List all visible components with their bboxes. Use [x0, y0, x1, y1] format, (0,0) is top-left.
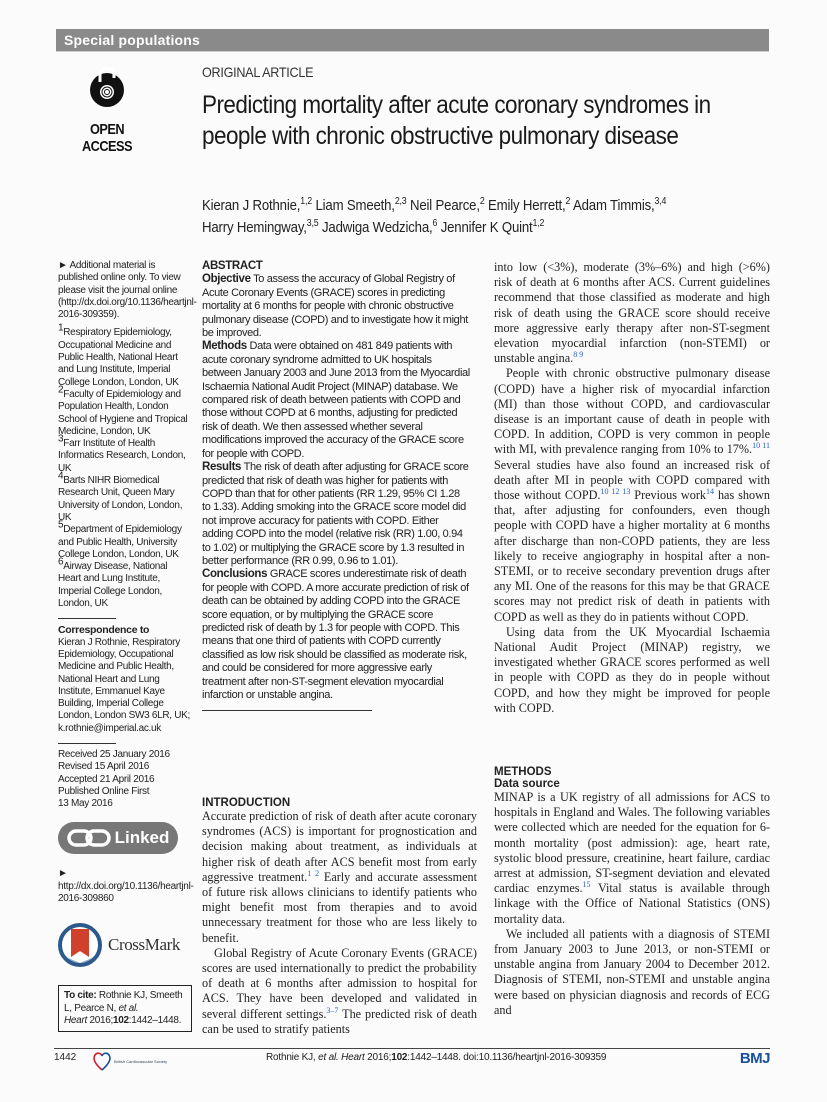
received-date: Received 25 January 2016	[58, 748, 170, 760]
author[interactable]: Kieran J Rothnie,$^{1,2}$	[202, 196, 312, 214]
bmj-logo: BMJ	[739, 1050, 770, 1067]
society-logo	[92, 1050, 167, 1072]
body-column-right	[494, 260, 770, 716]
paragraph: Global Registry of Acute Coronary Events (GRACE) scores are used internationally to predict the probability of death at 6 months after admission to hospital for ACS. They have been developed and validated in several different settings.$^{3-7}$ The predicted risk of death can be used to stratify patients	[202, 945, 477, 1036]
paragraph: Using data from the UK Myocardial Ischaemia National Audit Project (MINAP) registry, we investigated whether GRACE scores performed as well in people with COPD as they do in people without COPD, and how they might be improved for people with COPD.	[494, 624, 770, 715]
reference-link[interactable]: 8 9	[573, 350, 584, 360]
page-footer	[54, 1052, 770, 1078]
reference-link[interactable]: 1 2	[307, 868, 320, 878]
affiliation: $^5$Department of Epidemiology and Public Health, University College London, London, UK	[58, 519, 182, 560]
published-label: Published Online First	[58, 785, 150, 797]
affiliation: $^1$Respiratory Epidemiology, Occupational Medicine and Public Health, National Heart and Lung Institute, Imperial College London, London, UK	[58, 323, 179, 388]
article-dates	[58, 749, 190, 810]
additional-material-link[interactable]: ► Additional material is published online only. To view please visit the journal online (http://dx.doi.org/10.1136/heartjnl-2016-309359).	[58, 260, 197, 321]
linked-doi-link[interactable]: ► http://dx.doi.org/10.1136/heartjnl-2016-309860	[58, 868, 194, 905]
footer-citation: Rothnie KJ, et al. Heart 2016;102:1442–1448. doi:10.1136/heartjnl-2016-309359	[266, 1052, 607, 1063]
author[interactable]: Adam Timmis,$^{3,4}$	[573, 196, 667, 214]
divider	[202, 710, 372, 711]
paragraph: Accurate prediction of risk of death after acute coronary syndromes (ACS) is important for prognostication and decision making about treatment, as individuals at higher risk of death after ACS benefit most from early aggressive treatment.$^{1 2}$ Early and accurate assessment of future risk allows clinicians to identify patients who might benefit most from therapies and to avoid unnecessary treatment for those who are less likely to benefit.	[202, 809, 478, 945]
methods-heading: METHODS	[494, 766, 552, 778]
chain-link-icon	[67, 828, 111, 848]
article-type: ORIGINAL ARTICLE	[202, 64, 314, 80]
sidebar	[58, 260, 197, 1032]
linked-badge[interactable]	[58, 822, 178, 854]
introduction-heading: INTRODUCTION	[202, 797, 291, 809]
abstract-heading: ABSTRACT	[202, 260, 263, 272]
divider	[58, 743, 116, 744]
divider	[58, 618, 116, 619]
introduction-section	[202, 797, 477, 1037]
correspondence-text: Kieran J Rothnie, Respiratory Epidemiology, Occupational Medicine and Public Health, National Heart and Lung Institute, Emmanuel Kaye Building, Imperial College London, London SW3 6LR, UK; k.rothnie@imperial.ac.uk	[58, 636, 190, 734]
crossmark-label: CrossMark	[108, 935, 180, 955]
open-access-badge	[62, 66, 152, 155]
linked-label: Linked	[114, 828, 170, 848]
society-name: British Cardiovascular Society	[114, 1058, 168, 1064]
correspondence-heading: Correspondence to	[58, 624, 150, 637]
accepted-date: Accepted 21 April 2016	[58, 773, 155, 785]
abstract-results: Results The risk of death after adjusting for GRACE score predicted that risk of death was higher for patients with COPD than that for other patients (RR 1.29, 95% CI 1.28 to 1.33). Adding smoking into the GRACE score model did not improve accuracy for patients with COPD. Either adding COPD into the model (relative risk (RR) 1.00, 0.94 to 1.02) or multiplying the GRACE score by 1.3 resulted in better performance (RR 0.99, 0.96 to 1.01).	[202, 461, 469, 567]
crossmark-icon	[58, 923, 102, 967]
paragraph: into low (<3%), moderate (3%–6%) and high (>6%) risk of death at 6 months after ACS. Current guidelines recommend that those classified as moderate and high risk of death using the GRACE score should receive more aggressive early therapy after non-ST-segment elevation myocardial infarction (non-STEMI) or unstable angina.$^{8 9}$	[494, 260, 770, 366]
methods-section	[494, 766, 770, 1018]
author-list	[202, 195, 765, 239]
abstract-conclusions: Conclusions GRACE scores underestimate risk of death for people with COPD. A more accurate prediction of risk of death can be obtained by adding COPD into the GRACE score equation, or by multiplying the GRACE score predicted risk of death by 1.3 for people with COPD. This means that one third of patients with COPD currently classified as low risk should be classified as moderate risk, and could be considered for more aggressive early treatment after non-ST-segment elevation myocardial infarction or unstable angina.	[202, 568, 469, 701]
author[interactable]: Liam Smeeth,$^{2,3}$	[315, 196, 407, 214]
paragraph: We included all patients with a diagnosis of STEMI from January 2003 to June 2013, or non-STEMI or unstable angina from January 2004 to December 2012. Diagnosis of STEMI, non-STEMI and unstable angina were based on physician diagnosis and records of ECG and	[494, 926, 770, 1017]
footer-divider	[54, 1048, 770, 1049]
paragraph: People with chronic obstructive pulmonary disease (COPD) have a higher risk of myocardial infarction (MI) than those without COPD, and cardiovascular disease is an important cause of death in people with COPD. In addition, COPD is very common in people with MI, with prevalence ranging from 10% to 17%.$^{10 11}$ Several studies have also found an increased risk of death after MI in people with COPD compared with those without COPD.$^{10 12 13}$ Previous work$^{14}$ has shown that, after adjusting for confounders, even though people with COPD have a higher mortality at 6 months after discharge than non-COPD patients, they are less likely to receive angiography in hospital after a non-STEMI, or to receive secondary prevention drugs after any MI. One of the reasons for this may be that GRACE scores may not predict risk of death in patients with COPD as well as they do in patients without COPD.	[494, 366, 770, 624]
open-access-label: OPEN ACCESS	[81, 121, 133, 155]
affiliation: $^2$Faculty of Epidemiology and Population Health, London School of Hygiene and Tropical Medicine, London, UK	[58, 384, 188, 437]
reference-link[interactable]: 10 12 13	[600, 486, 631, 496]
affiliations	[58, 323, 190, 610]
abstract-section	[202, 260, 470, 711]
abstract-objective: Objective To assess the accuracy of Global Registry of Acute Coronary Events (GRACE) scores in predicting mortality at 6 months for people with chronic obstructive pulmonary disease (COPD) and to investigate how it might be improved.	[202, 273, 468, 340]
reference-link[interactable]: 15	[582, 880, 591, 890]
published-date: 13 May 2016	[58, 798, 113, 810]
abstract-methods: Methods Data were obtained on 481 849 patients with acute coronary syndrome admitted to UK hospitals between January 2003 and June 2013 from the Myocardial Ischaemia National Audit Project (MINAP) database. We compared risk of death between patients with COPD and those without COPD at 6 months, adjusting for predicted risk of death. We then assessed whether several modifications improved the accuracy of the GRACE score for people with COPD.	[202, 340, 470, 460]
author[interactable]: Harry Hemingway,$^{3,5}$	[202, 218, 319, 236]
page-number: 1442	[54, 1052, 77, 1063]
article-title: Predicting mortality after acute coronary syndromes in people with chronic obstructive pulmonary disease	[202, 91, 711, 150]
paragraph: MINAP is a UK registry of all admissions for ACS to hospitals in England and Wales. The following variables were collected which are needed for the equation for 6-month mortality (post admission): age, heart rate, systolic blood pressure, creatinine, heart failure, cardiac arrest at admission, ST-segment deviation and elevated cardiac enzymes.$^{15}$ Vital status is available through linkage with the Office of National Statistics (ONS) mortality data.	[494, 790, 770, 926]
affiliation: $^3$Farr Institute of Health Informatics Research, London, UK	[58, 433, 186, 474]
revised-date: Revised 15 April 2016	[58, 761, 149, 773]
open-access-lock-icon	[87, 66, 127, 108]
author[interactable]: Jadwiga Wedzicha,$^6$	[321, 218, 438, 236]
reference-link[interactable]: 3–7	[326, 1005, 339, 1015]
author[interactable]: Neil Pearce,$^2$	[410, 196, 485, 214]
data-source-heading: Data source	[494, 778, 560, 790]
reference-link[interactable]: 14	[705, 486, 714, 496]
citation-box: To cite: Rothnie KJ, Smeeth L, Pearce N, et al. Heart 2016;102:1442–1448.	[58, 985, 192, 1032]
section-label: Special populations	[64, 32, 201, 48]
author[interactable]: Jennifer K Quint$^{1,2}$	[440, 218, 545, 236]
affiliation: $^4$Barts NIHR Biomedical Research Unit, Queen Mary University of London, London, UK	[58, 470, 183, 523]
reference-link[interactable]: 10 11	[752, 441, 770, 451]
affiliation: $^6$Airway Disease, National Heart and Lung Institute, Imperial College London, London, UK	[58, 556, 168, 610]
heart-icon	[92, 1050, 112, 1072]
author[interactable]: Emily Herrett,$^2$	[488, 196, 571, 214]
crossmark-badge[interactable]	[58, 923, 190, 967]
section-banner	[56, 29, 769, 52]
